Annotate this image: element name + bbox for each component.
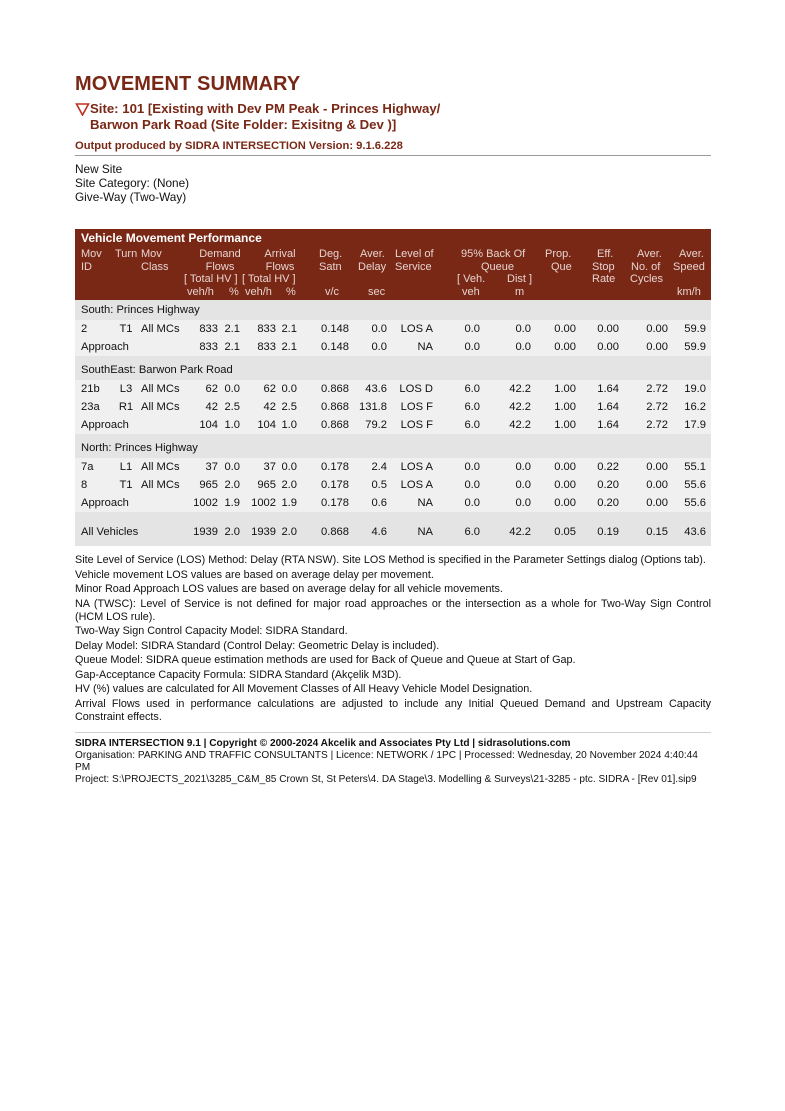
all-vehicles-row: [75, 522, 711, 542]
site-line-1: Site: 101 [Existing with Dev PM Peak - Princes Highway/: [90, 101, 441, 116]
cell-vc: 0.148: [321, 323, 349, 335]
table-header: [75, 248, 711, 300]
hdr-no-of: No. of: [631, 260, 661, 273]
cell-cyc: 0.15: [646, 526, 668, 538]
site-info-control: Give-Way (Two-Way): [75, 190, 187, 204]
hdr-demand-sub: [ Total HV ]: [184, 273, 238, 285]
cell-id: All Vehicles: [81, 526, 139, 538]
cell-prop: 0.00: [554, 461, 576, 473]
site-heading: [75, 101, 711, 133]
cell-ahv: 2.0: [281, 479, 297, 491]
hdr-kmh: km/h: [677, 285, 701, 298]
cell-dt: 833: [199, 323, 218, 335]
cell-at: 37: [263, 461, 276, 473]
cell-delay: 4.6: [371, 526, 387, 538]
cell-dhv: 2.5: [224, 401, 240, 413]
table-row: [75, 476, 711, 494]
cell-turn: L3: [119, 383, 133, 395]
cell-delay: 0.5: [371, 479, 387, 491]
cell-vc: 0.178: [321, 497, 349, 509]
hdr-rate: Rate: [592, 273, 616, 285]
cell-los: LOS A: [400, 323, 433, 335]
hdr-aver-delay: Aver.: [360, 248, 385, 260]
footer-copyright: SIDRA INTERSECTION 9.1 | Copyright © 2000-2024 Akcelik and Associates Pty Ltd | sidrasolutions.com: [75, 737, 571, 749]
hdr-95-back-of: 95% Back Of: [461, 248, 526, 260]
cell-dt: 104: [199, 419, 218, 431]
cell-id: 8: [81, 479, 88, 491]
cell-vc: 0.868: [321, 526, 349, 538]
hdr-veh-h-arrival: veh/h: [245, 285, 272, 298]
section-header: SouthEast: Barwon Park Road: [75, 360, 711, 380]
cell-qveh: 6.0: [464, 526, 480, 538]
table-bottom-spacer: [75, 542, 711, 546]
cell-delay: 43.6: [365, 383, 387, 395]
cell-los: LOS A: [400, 461, 433, 473]
hdr-stop: Stop: [592, 260, 615, 273]
cell-eff: 1.64: [597, 401, 619, 413]
cell-eff: 0.20: [597, 479, 619, 491]
cell-cyc: 2.72: [646, 401, 668, 413]
cell-turn: R1: [118, 401, 134, 413]
site-info-name: New Site: [75, 162, 123, 176]
cell-dt: 62: [205, 383, 218, 395]
cell-spd: 59.9: [684, 323, 706, 335]
cell-qdist: 42.2: [509, 419, 531, 431]
cell-dt: 965: [199, 479, 218, 491]
cell-delay: 79.2: [365, 419, 387, 431]
cell-cyc: 0.00: [646, 479, 668, 491]
hdr-aver-cycles: Aver.: [637, 248, 662, 260]
note-queue-model: Queue Model: SIDRA queue estimation methods are used for Back of Queue and Queue at Start of Gap.: [75, 654, 576, 666]
cell-spd: 19.0: [684, 383, 706, 395]
hdr-demand-flows: Flows: [205, 260, 235, 273]
note-movement-los: Vehicle movement LOS values are based on average delay per movement.: [75, 568, 434, 581]
cell-id: Approach: [81, 419, 129, 431]
hdr-cycles: Cycles: [630, 273, 664, 285]
cell-turn: T1: [119, 479, 133, 491]
site-line-2: Barwon Park Road (Site Folder: Exisitng & Dev )]: [90, 117, 397, 132]
cell-cyc: 2.72: [646, 419, 668, 431]
hdr-veh-h-demand: veh/h: [187, 285, 214, 298]
cell-qveh: 0.0: [464, 341, 480, 353]
cell-dhv: 2.1: [224, 341, 240, 353]
cell-dt: 42: [205, 401, 218, 413]
cell-prop: 0.00: [554, 497, 576, 509]
cell-ahv: 2.5: [281, 401, 297, 413]
note-delay-model: Delay Model: SIDRA Standard (Control Delay: Geometric Delay is included).: [75, 639, 440, 652]
table-row: [75, 458, 711, 476]
note-minor-road-los: Minor Road Approach LOS values are based on average delay for all vehicle movements.: [75, 583, 503, 595]
cell-los: LOS A: [400, 479, 433, 491]
report-page: [75, 72, 711, 786]
cell-qveh: 6.0: [464, 401, 480, 413]
hdr-queue-veh: [ Veh.: [457, 273, 486, 285]
cell-cls: All MCs: [141, 323, 180, 335]
cell-eff: 1.64: [597, 419, 619, 431]
cell-ahv: 0.0: [281, 383, 297, 395]
table-row: [75, 398, 711, 416]
hdr-satn: Satn: [319, 260, 342, 273]
hdr-deg: Deg.: [319, 248, 343, 260]
hdr-mov: Mov: [81, 248, 102, 260]
note-gap-acceptance: Gap-Acceptance Capacity Formula: SIDRA Standard (Akçelik M3D).: [75, 668, 402, 681]
cell-qdist: 42.2: [509, 383, 531, 395]
cell-ahv: 1.0: [281, 419, 297, 431]
hdr-vc: v/c: [325, 285, 340, 298]
cell-id: 23a: [81, 401, 100, 413]
cell-los: NA: [417, 497, 433, 509]
cell-delay: 0.6: [371, 497, 387, 509]
cell-spd: 16.2: [684, 401, 706, 413]
cell-id: 2: [81, 323, 88, 335]
cell-ahv: 0.0: [281, 461, 297, 473]
cell-id: 7a: [81, 461, 94, 473]
cell-qdist: 42.2: [509, 401, 531, 413]
cell-ahv: 2.1: [281, 341, 297, 353]
cell-cyc: 2.72: [646, 383, 668, 395]
cell-dhv: 1.0: [224, 419, 240, 431]
cell-dt: 37: [205, 461, 218, 473]
cell-eff: 0.19: [597, 526, 619, 538]
cell-delay: 0.0: [371, 323, 387, 335]
cell-delay: 0.0: [371, 341, 387, 353]
cell-prop: 1.00: [554, 419, 576, 431]
cell-ahv: 2.1: [281, 323, 297, 335]
hdr-queue: Queue: [481, 260, 515, 273]
cell-qveh: 0.0: [464, 461, 480, 473]
table-title: Vehicle Movement Performance: [75, 229, 711, 248]
hdr-sec: sec: [368, 285, 386, 298]
hdr-pct-arrival: %: [286, 285, 296, 298]
cell-at: 1002: [251, 497, 276, 509]
cell-cyc: 0.00: [646, 323, 668, 335]
table-body: [75, 300, 711, 546]
hdr-arrival-sub: [ Total HV ]: [242, 273, 296, 285]
cell-at: 833: [257, 341, 276, 353]
cell-spd: 59.9: [684, 341, 706, 353]
cell-at: 104: [257, 419, 276, 431]
cell-qdist: 0.0: [515, 497, 531, 509]
hdr-eff: Eff.: [597, 248, 614, 260]
hdr-prop: Prop.: [545, 248, 572, 260]
page-title: MOVEMENT SUMMARY: [75, 73, 301, 95]
cell-eff: 0.20: [597, 497, 619, 509]
cell-los: NA: [417, 526, 433, 538]
cell-spd: 43.6: [684, 526, 706, 538]
cell-at: 62: [263, 383, 276, 395]
section-header: North: Princes Highway: [75, 438, 711, 458]
table-row: [75, 320, 711, 338]
cell-id: 21b: [81, 383, 100, 395]
hdr-delay: Delay: [358, 260, 387, 273]
cell-vc: 0.178: [321, 461, 349, 473]
hdr-pct-demand: %: [229, 285, 239, 298]
approach-row: [75, 494, 711, 512]
table-row: [75, 380, 711, 398]
footer: [75, 732, 711, 786]
cell-spd: 55.6: [684, 497, 706, 509]
cell-dhv: 1.9: [224, 497, 240, 509]
note-na-twsc: NA (TWSC): Level of Service is not defined for major road approaches or the intersection as a whole for Two-Way Sign Control (HCM LOS rule).: [75, 597, 711, 623]
cell-los: LOS F: [400, 419, 433, 431]
cell-ahv: 2.0: [281, 526, 297, 538]
approach-row: [75, 416, 711, 434]
cell-prop: 1.00: [554, 401, 576, 413]
cell-qdist: 0.0: [515, 461, 531, 473]
cell-qdist: 42.2: [509, 526, 531, 538]
cell-at: 965: [257, 479, 276, 491]
give-way-triangle-icon: [75, 103, 90, 116]
cell-cyc: 0.00: [646, 497, 668, 509]
cell-los: LOS D: [399, 383, 433, 395]
cell-los: LOS F: [400, 401, 433, 413]
hdr-service: Service: [395, 260, 432, 273]
site-info: [75, 162, 711, 204]
note-site-los: Site Level of Service (LOS) Method: Delay (RTA NSW). Site LOS Method is specified in the Parameter Settings dialog (Options tab).: [75, 554, 706, 566]
hdr-turn: Turn: [115, 248, 138, 260]
note-arrival-flows: Arrival Flows used in performance calculations are adjusted to include any Initial Queued Demand and Upstream Capacity Constraint effects.: [75, 697, 711, 723]
hdr-level-of: Level of: [395, 248, 434, 260]
cell-qveh: 6.0: [464, 419, 480, 431]
cell-prop: 0.00: [554, 323, 576, 335]
cell-cls: All MCs: [141, 383, 180, 395]
hdr-class: Class: [141, 260, 169, 273]
cell-qdist: 0.0: [515, 323, 531, 335]
cell-dt: 833: [199, 341, 218, 353]
cell-dhv: 0.0: [224, 383, 240, 395]
output-version-line: Output produced by SIDRA INTERSECTION Version: 9.1.6.228: [75, 139, 711, 156]
cell-prop: 0.00: [554, 479, 576, 491]
cell-turn: T1: [119, 323, 133, 335]
cell-cls: All MCs: [141, 479, 180, 491]
cell-vc: 0.148: [321, 341, 349, 353]
cell-delay: 131.8: [359, 401, 387, 413]
cell-prop: 0.00: [554, 341, 576, 353]
cell-vc: 0.178: [321, 479, 349, 491]
cell-cls: All MCs: [141, 401, 180, 413]
hdr-arrival-flows: Flows: [265, 260, 295, 273]
cell-dhv: 2.0: [224, 479, 240, 491]
cell-qveh: 0.0: [464, 479, 480, 491]
cell-eff: 0.22: [597, 461, 619, 473]
cell-id: Approach: [81, 497, 129, 509]
approach-row: [75, 338, 711, 356]
cell-dt: 1002: [193, 497, 218, 509]
cell-at: 1939: [251, 526, 276, 538]
cell-delay: 2.4: [371, 461, 387, 473]
cell-at: 833: [257, 323, 276, 335]
cell-eff: 1.64: [597, 383, 619, 395]
hdr-arrival: Arrival: [264, 248, 296, 260]
cell-prop: 0.05: [554, 526, 576, 538]
cell-qveh: 0.0: [464, 497, 480, 509]
hdr-queue-m-unit: m: [515, 285, 525, 298]
cell-cyc: 0.00: [646, 341, 668, 353]
hdr-id: ID: [81, 260, 92, 273]
cell-qveh: 6.0: [464, 383, 480, 395]
footer-organisation: Organisation: PARKING AND TRAFFIC CONSULTANTS | Licence: NETWORK / 1PC | Processed: Wednesday, 20 November 2024 4:40:44 PM: [75, 749, 698, 773]
hdr-queue-veh-unit: veh: [462, 285, 480, 298]
cell-eff: 0.00: [597, 323, 619, 335]
hdr-aver-speed: Aver.: [679, 248, 704, 260]
cell-spd: 55.6: [684, 479, 706, 491]
cell-qdist: 0.0: [515, 479, 531, 491]
cell-dhv: 2.1: [224, 323, 240, 335]
hdr-mov-class: Mov: [141, 248, 162, 260]
cell-ahv: 1.9: [281, 497, 297, 509]
cell-dhv: 2.0: [224, 526, 240, 538]
movement-performance-table: [75, 229, 711, 546]
cell-vc: 0.868: [321, 383, 349, 395]
note-hv-values: HV (%) values are calculated for All Movement Classes of All Heavy Vehicle Model Designation.: [75, 683, 533, 695]
hdr-queue-dist: Dist ]: [507, 273, 533, 285]
cell-vc: 0.868: [321, 401, 349, 413]
cell-qdist: 0.0: [515, 341, 531, 353]
notes: [75, 554, 711, 724]
cell-dhv: 0.0: [224, 461, 240, 473]
cell-cyc: 0.00: [646, 461, 668, 473]
cell-vc: 0.868: [321, 419, 349, 431]
hdr-demand: Demand: [199, 248, 241, 260]
cell-dt: 1939: [193, 526, 218, 538]
section-header: South: Princes Highway: [75, 300, 711, 320]
cell-cls: All MCs: [141, 461, 180, 473]
cell-qveh: 0.0: [464, 323, 480, 335]
hdr-speed: Speed: [673, 260, 705, 273]
cell-id: Approach: [81, 341, 129, 353]
cell-los: NA: [417, 341, 433, 353]
cell-spd: 17.9: [684, 419, 706, 431]
footer-project: Project: S:\PROJECTS_2021\3285_C&M_85 Crown St, St Peters\4. DA Stage\3. Modelling & Surveys\21-3285 - ptc. SIDRA - [Rev 01].sip9: [75, 773, 697, 785]
cell-turn: L1: [119, 461, 133, 473]
cell-prop: 1.00: [554, 383, 576, 395]
cell-spd: 55.1: [684, 461, 706, 473]
cell-eff: 0.00: [597, 341, 619, 353]
site-info-category: Site Category: (None): [75, 176, 190, 190]
cell-at: 42: [263, 401, 276, 413]
note-capacity-model: Two-Way Sign Control Capacity Model: SIDRA Standard.: [75, 625, 348, 637]
hdr-que: Que: [551, 260, 572, 273]
